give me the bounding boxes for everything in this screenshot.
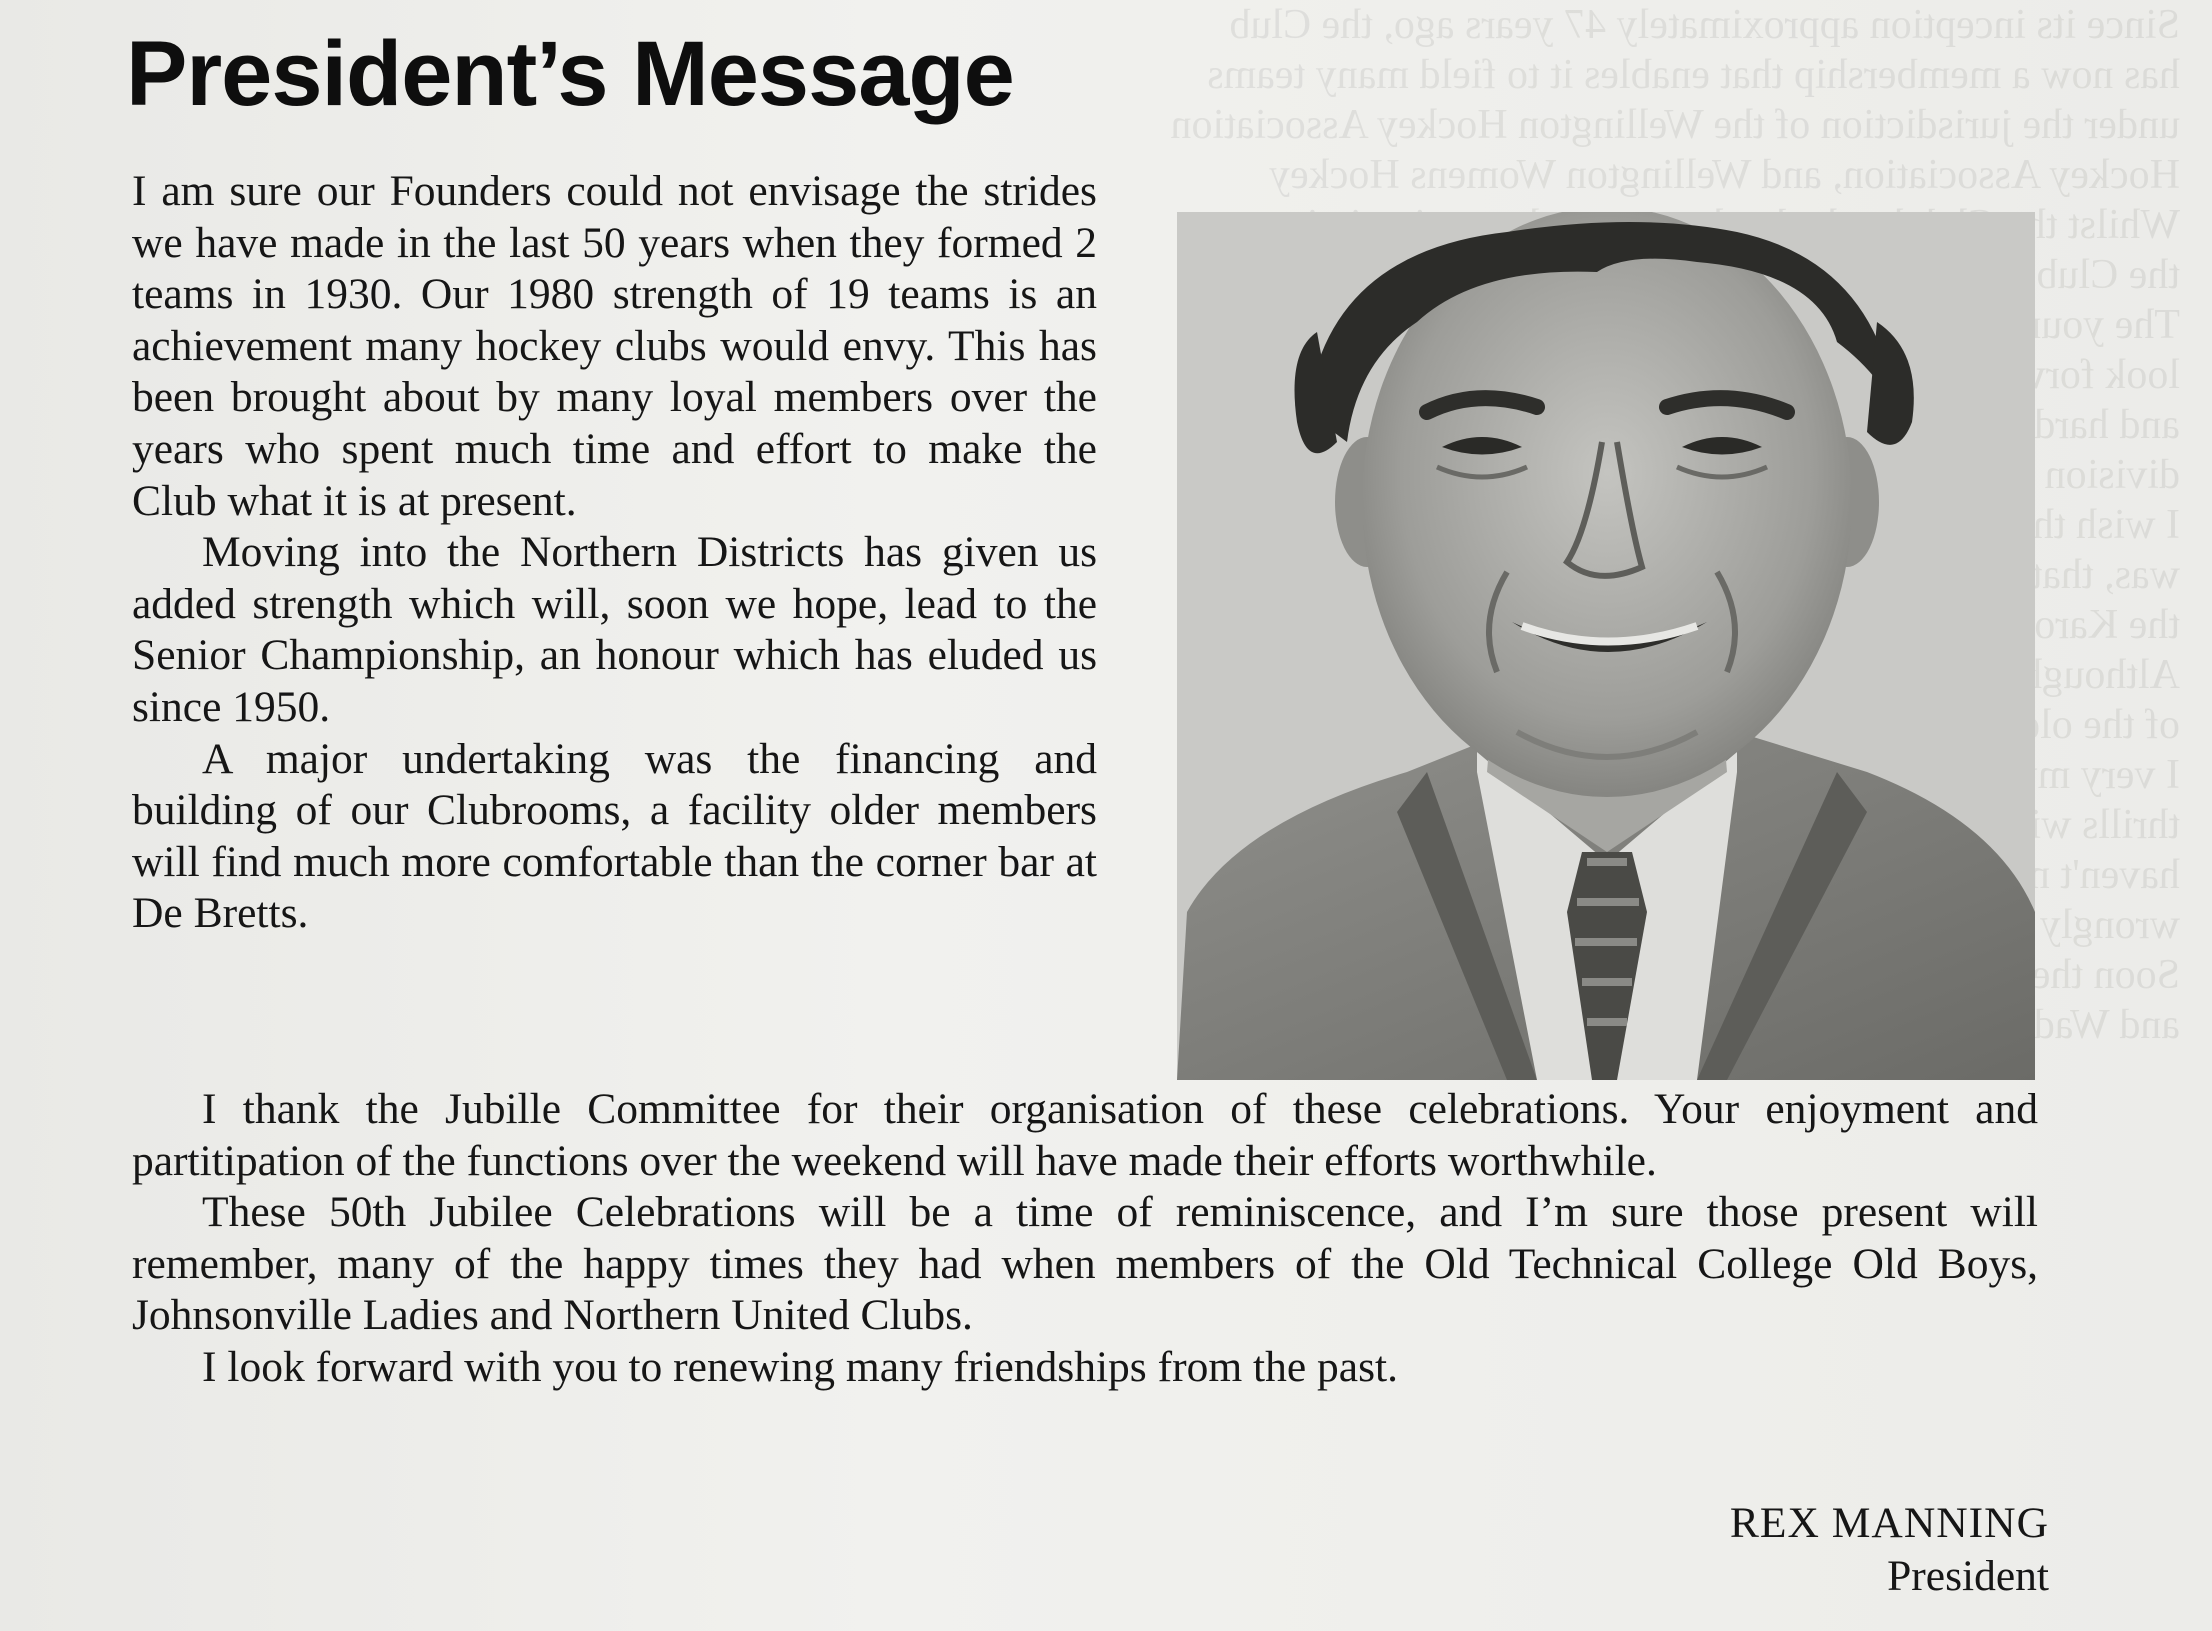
body-text-full-width (132, 1084, 2038, 1394)
signature-block (1730, 1497, 2049, 1603)
portrait-photo-icon (1177, 212, 2035, 1080)
show-through-text: Since its inception approximately 47 years ago, the Club has now a membership that enables it to field many teams under the jurisdiction of the Wellington Hockey Association Hockey Association, and Wellington Womens Hockey Whilst the Club The younger look and hard division I wish the was, that the Karori Although of the old I very thrills haven't wrongly Soon there and Wadestown. (1170, 2, 2180, 1048)
page-title: President’s Message (126, 23, 1014, 125)
signatory-name: REX MANNING (1729, 1499, 2049, 1547)
paragraph-clubrooms: A major undertaking was the financing and building of our Clubrooms, a facility older members will find much more comfortable than the corner bar at De Bretts. (132, 734, 1097, 938)
paragraph-closing: I look forward with you to renewing many friendships from the past. (202, 1342, 1398, 1391)
body-text-beside-photo (132, 166, 1097, 940)
president-portrait-photo (1177, 212, 2035, 1080)
paragraph-thanks: I thank the Jubille Committee for their organisation of these celebrations. Your enjoyment and partitipation of the functions over the weekend will have made their efforts worthwhile. (132, 1085, 2038, 1185)
paragraph-celebrations: These 50th Jubilee Celebrations will be a time of reminiscence, and I’m sure those present will remember, many of the happy times they had when members of the Old Technical College Old Boys, Johnsonville Ladies and Northern United Clubs. (132, 1188, 2038, 1340)
paragraph-founders: I am sure our Founders could not envisage the strides we have made in the last 50 years when they formed 2 teams in 1930. Our 1980 strength of 19 teams is an achievement many hockey clubs would envy. This has been brought about by many loyal members over the years who spent much time and effort to make the Club what it is at present. (132, 167, 1097, 525)
paragraph-northern-districts: Moving into the Northern Districts has given us added strength which will, soon we hope, lead to the Senior Championship, an honour which has eluded us since 1950. (132, 528, 1097, 731)
signatory-title: President (1887, 1552, 2049, 1600)
